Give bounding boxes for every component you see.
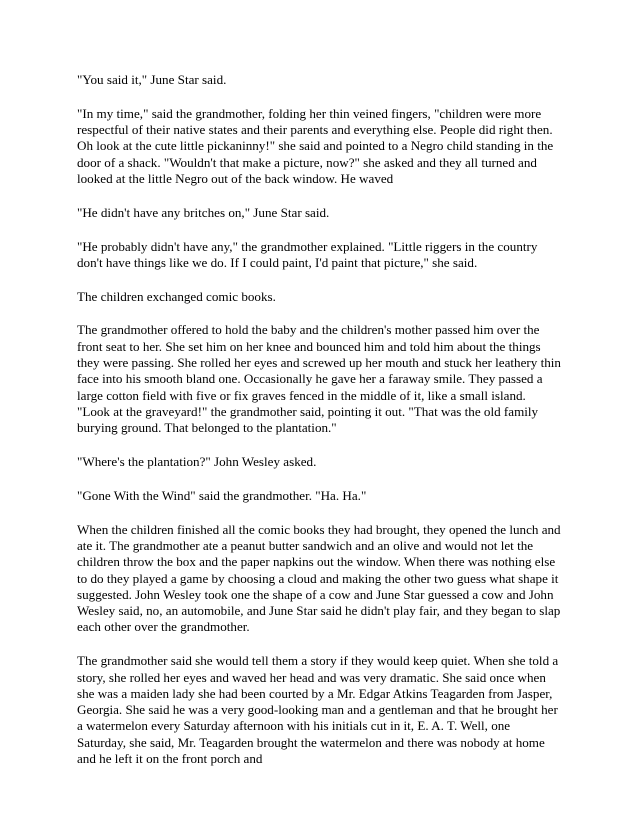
paragraph-5: The children exchanged comic books. bbox=[77, 288, 276, 304]
paragraph-3: "He didn't have any britches on," June Star said. bbox=[77, 204, 330, 220]
paragraph-6: The grandmother offered to hold the baby and the children's mother passed him over the front seat to her. She set him on her knee and bounced him and told him about the things they were passing. She rolled her eyes and screwed up her mouth and stuck her leathery thin face into his smooth bland one. Occasionally he gave her a faraway smile. They passed a large cotton field with five or fix graves fenced in the middle of it, like a small island. "Look at the graveyard!" the grandmother said, pointing it out. "That was the old family burying ground. That belonged to the plantation." bbox=[77, 322, 561, 436]
paragraph-8: "Gone With the Wind" said the grandmother. "Ha. Ha." bbox=[77, 487, 367, 503]
story-text bbox=[77, 72, 561, 767]
paragraph-2: "In my time," said the grandmother, folding her thin veined fingers, "children were more respectful of their native states and their parents and everything else. People did right then. Oh look at the cute little pickaninny!" she said and pointed to a Negro child standing in the door of a shack. "Wouldn't that make a picture, now?" she asked and they all turned and looked at the little Negro out of the back window. He waved bbox=[77, 105, 554, 186]
paragraph-10: The grandmother said she would tell them a story if they would keep quiet. When she told a story, she rolled her eyes and waved her head and was very dramatic. She said once when she was a maiden lady she had been courted by a Mr. Edgar Atkins Teagarden from Jasper, Georgia. She said he was a very good-looking man and a gentleman and that he brought her a watermelon every Saturday afternoon with his initials cut in it, E. A. T. Well, one Saturday, she said, Mr. Teagarden brought the watermelon and there was nobody at home and he left it on the front porch and bbox=[77, 653, 559, 766]
paragraph-4: "He probably didn't have any," the grandmother explained. "Little riggers in the country don't have things like we do. If I could paint, I'd paint that picture," she said. bbox=[77, 238, 538, 270]
paragraph-1: "You said it," June Star said. bbox=[77, 72, 227, 87]
paragraph-9: When the children finished all the comic books they had brought, they opened the lunch and ate it. The grandmother ate a peanut butter sandwich and an olive and would not let the children throw the box and the paper napkins out the window. When there was nothing else to do they played a game by choosing a cloud and making the other two guess what shape it suggested. John Wesley took one the shape of a cow and June Star guessed a cow and John Wesley said, no, an automobile, and June Star said he didn't play fair, and they began to slap each other over the grandmother. bbox=[77, 521, 561, 635]
paragraph-7: "Where's the plantation?" John Wesley asked. bbox=[77, 454, 317, 470]
